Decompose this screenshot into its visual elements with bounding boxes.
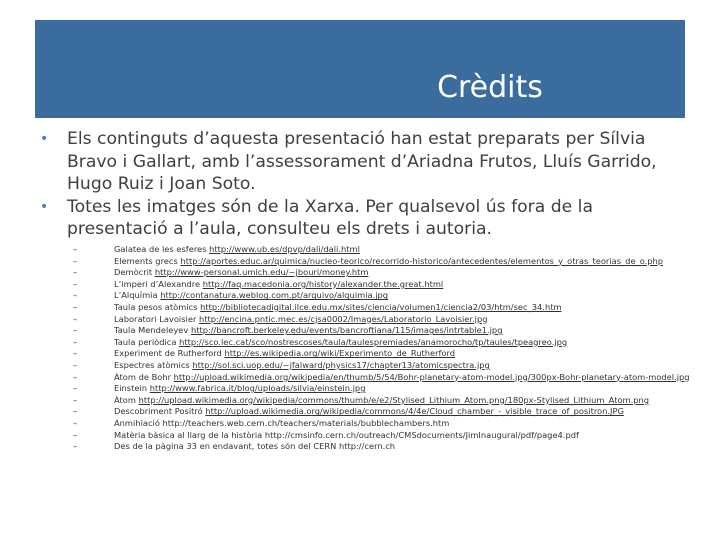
- dash: –: [73, 278, 78, 289]
- credit-item: [65, 360, 705, 372]
- dash: –: [73, 429, 78, 440]
- credit-item: [65, 279, 705, 291]
- credit-link[interactable]: http://upload.wikimedia.org/wikipedia/commons/4/4e/Cloud_chamber_-_visible_trace_of_positron.JPG: [205, 406, 624, 417]
- credit-link[interactable]: http://www.fabrica.it/blog/uploads/silvia/einstein.jpg: [149, 383, 366, 394]
- title-bar: [35, 20, 685, 118]
- credit-link[interactable]: http://contanatura.weblog.com.pt/arquivo/alquimia.jpg: [160, 290, 389, 301]
- credit-item: [65, 441, 705, 453]
- image-credits-list: [65, 244, 705, 453]
- credit-link[interactable]: http://bancroft.berkeley.edu/events/bancroftiana/115/images/intrtable1.jpg: [190, 325, 503, 336]
- credit-item: [65, 383, 705, 395]
- bullet-images: [40, 196, 690, 241]
- credit-label: Descobriment Positró: [114, 406, 206, 417]
- dash: –: [73, 406, 78, 417]
- credit-item: [65, 244, 705, 256]
- credit-label: Matèria bàsica al llarg de la història http://cmsinfo.cern.ch/outreach/CMSdocuments/JimInaugural/pdf/page4.pdf: [114, 429, 579, 440]
- dash: –: [73, 348, 78, 359]
- credit-link[interactable]: http://encina.pntic.mec.es/cjsa0002/Images/Laboratorio_Lavoisier.jpg: [199, 313, 488, 324]
- credit-label: Demòcrit: [114, 267, 155, 278]
- dash: –: [73, 383, 78, 394]
- credit-item: [65, 348, 705, 360]
- credit-item: [65, 325, 705, 337]
- credit-item: [65, 418, 705, 430]
- credit-item: [65, 337, 705, 349]
- credit-label: Einstein: [114, 383, 150, 394]
- credit-label: Des de la pàgina 33 en endavant, totes són del CERN http://cern.ch: [114, 441, 396, 452]
- credit-item: [65, 314, 705, 326]
- credit-item: [65, 372, 705, 384]
- credit-link[interactable]: http://upload.wikimedia.org/wikipedia/en/thumb/5/54/Bohr-planetary-atom-model.jpg/300px-Bohr-planetary-atom-model.jpg: [173, 371, 690, 382]
- credit-item: [65, 267, 705, 279]
- credit-label: Espectres atòmics: [114, 359, 193, 370]
- bullet-authors: [40, 128, 690, 196]
- credit-label: Taula Mendeleyev: [114, 325, 191, 336]
- bullet-dot: •: [40, 198, 49, 215]
- dash: –: [73, 290, 78, 301]
- dash: –: [73, 359, 78, 370]
- dash: –: [73, 394, 78, 405]
- credit-label: Taula pesos atòmics: [114, 301, 201, 312]
- credit-link[interactable]: http://bibliotecadigital.ilce.edu.mx/sites/ciencia/volumen1/ciencia2/03/htm/sec_34.htm: [200, 301, 562, 312]
- credit-label: Galatea de les esferes: [114, 244, 210, 254]
- dash: –: [73, 325, 78, 336]
- credit-item: [65, 406, 705, 418]
- dash: –: [73, 371, 78, 382]
- dash: –: [73, 301, 78, 312]
- credit-item: [65, 395, 705, 407]
- credit-link[interactable]: http://es.wikipedia.org/wiki/Experimento_de_Rutherford: [224, 348, 456, 359]
- dash: –: [73, 255, 78, 266]
- dash: –: [73, 244, 78, 254]
- credit-label: Àtom de Bohr: [114, 371, 174, 382]
- bullet-text: Totes les imatges són de la Xarxa. Per qualsevol ús fora de la presentació a l’aula, consulteu els drets i autoria.: [67, 196, 593, 239]
- credit-item: [65, 290, 705, 302]
- credit-label: Anmihiació http://teachers.web.cern.ch/teachers/materials/bubblechambers.htm: [114, 417, 450, 428]
- credit-link[interactable]: http://www.ub.es/dpvp/dali/dali.html: [209, 244, 360, 254]
- credit-item: [65, 302, 705, 314]
- credit-link[interactable]: http://upload.wikimedia.org/wikipedia/commons/thumb/e/e2/Stylised_Lithium_Atom.png/180px-Stylised_Lithium_Atom.png: [138, 394, 650, 405]
- credit-link[interactable]: http://sco.lec.cat/sco/nostrescoses/taula/taulespremiades/anamorocho/tp/taules/tpeagreo.jpg: [179, 336, 568, 347]
- credit-link[interactable]: http://sol.sci.uop.edu/~jfalward/physics17/chapter13/atomicspectra.jpg: [192, 359, 490, 370]
- dash: –: [73, 441, 78, 452]
- dash: –: [73, 313, 78, 324]
- bullet-text: Els continguts d’aquesta presentació han estat preparats per Sílvia Bravo i Gallart, amb l’assessorament d’Ariadna Frutos, Lluís Garrido, Hugo Ruiz i Joan Soto.: [67, 129, 657, 194]
- dash: –: [73, 267, 78, 278]
- credit-label: Àtom: [114, 394, 139, 405]
- credit-link[interactable]: http://faq.macedonia.org/history/alexander.the.great.html: [202, 278, 444, 289]
- credit-label: Taula periòdica: [114, 336, 180, 347]
- credit-label: Elements grecs: [114, 255, 181, 266]
- dash: –: [73, 417, 78, 428]
- credit-label: L’Alquímia: [114, 290, 161, 301]
- page-title: Crèdits: [437, 70, 543, 105]
- dash: –: [73, 336, 78, 347]
- credit-item: [65, 430, 705, 442]
- credit-label: Experiment de Rutherford: [114, 348, 225, 359]
- credit-link[interactable]: http://aportes.educ.ar/quimica/nucleo-teorico/recorrido-historico/antecedentes/elementos_y_otras_teorias_de_o.php: [180, 255, 664, 266]
- bullet-list: [40, 128, 690, 241]
- credit-link[interactable]: http://www-personal.umich.edu/~jbouri/money.htm: [154, 267, 369, 278]
- credit-item: [65, 256, 705, 268]
- credit-label: L’imperi d’Alexandre: [114, 278, 203, 289]
- credit-label: Laboratori Lavoisier: [114, 313, 200, 324]
- bullet-dot: •: [40, 131, 49, 147]
